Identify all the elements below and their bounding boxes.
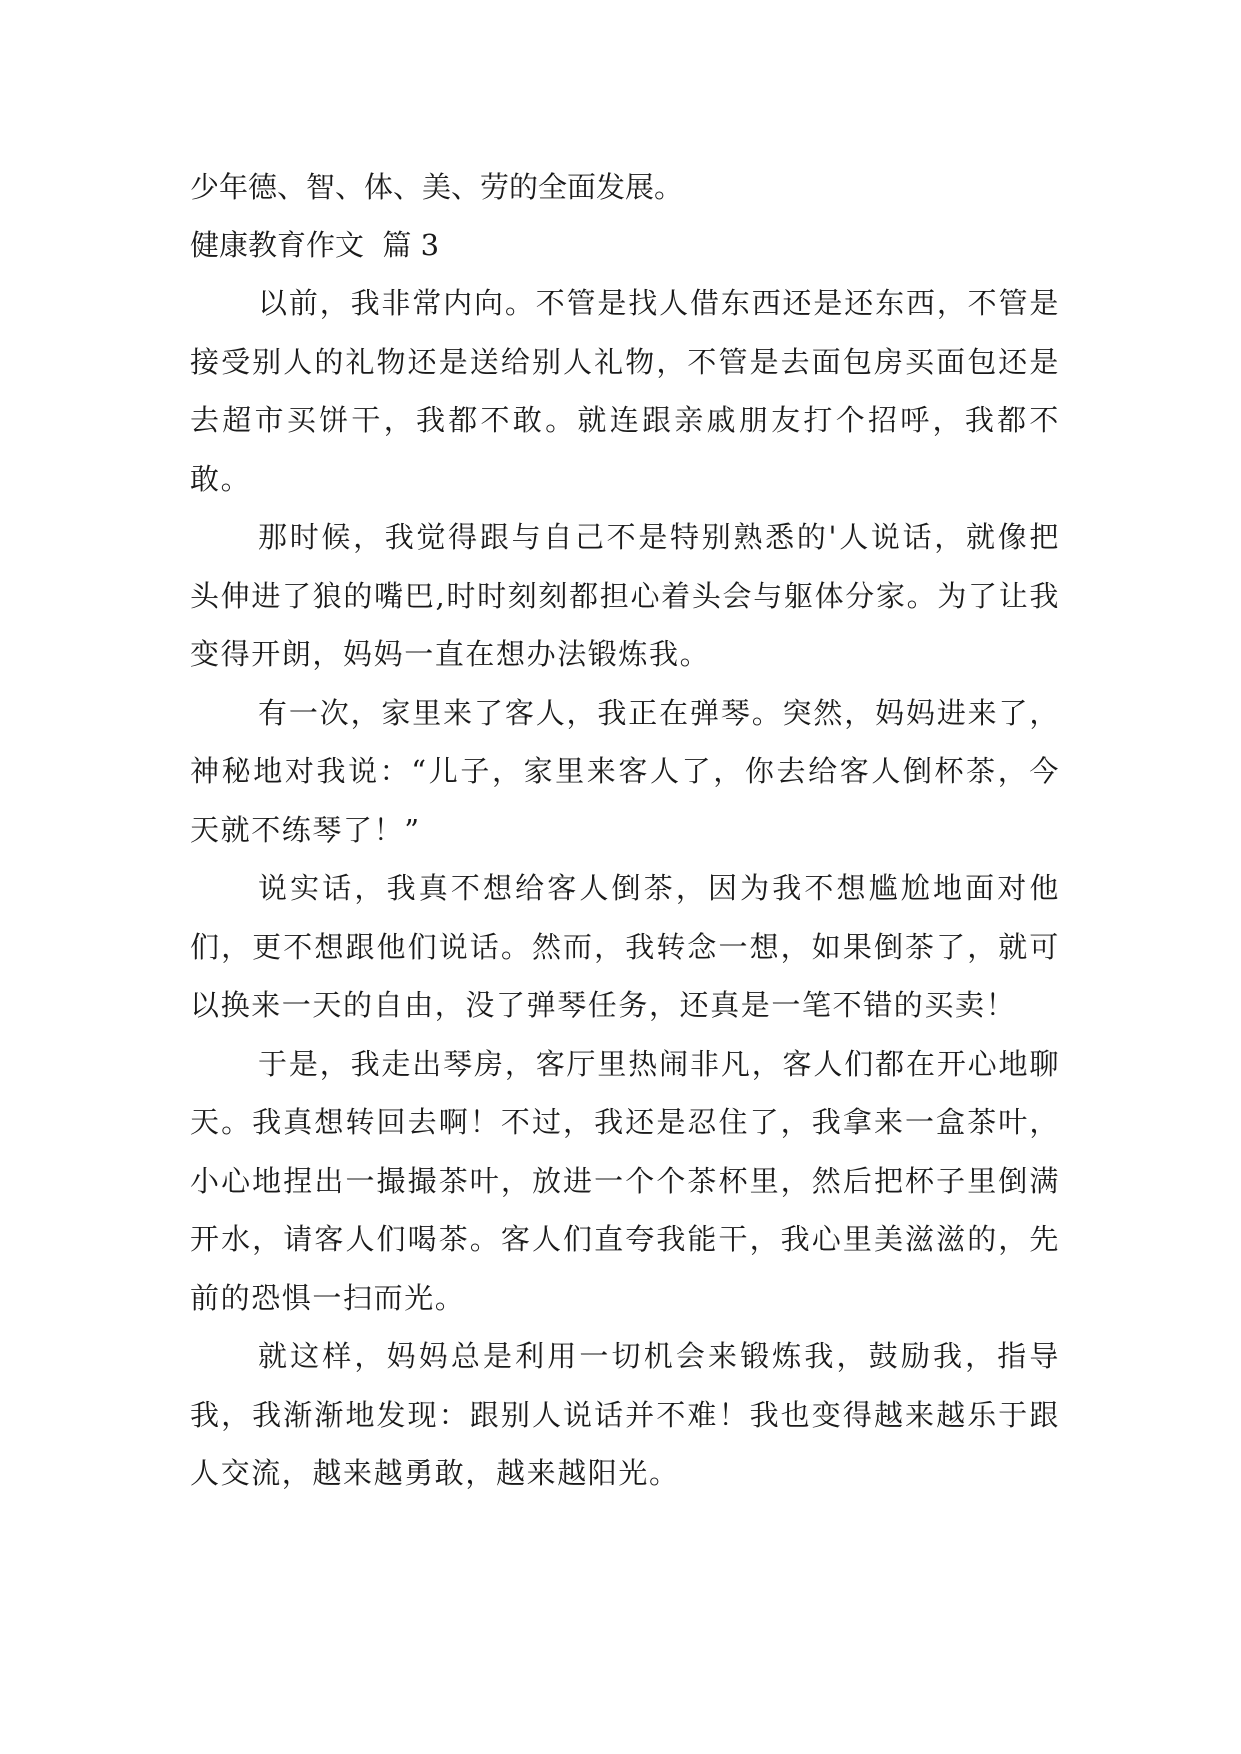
paragraph-5: 于是，我走出琴房，客厅里热闹非凡，客人们都在开心地聊天。我真想转回去啊！不过，我还是忍住了，我拿来一盒茶叶，小心地捏出一撮撮茶叶，放进一个个茶杯里，然后把杯子里倒满开水，请客人们喝茶。客人们直夸我能干，我心里美滋滋的，先前的恐惧一扫而光。 bbox=[190, 1046, 1060, 1315]
paragraph-1: 以前，我非常内向。不管是找人借东西还是还东西，不管是接受别人的礼物还是送给别人礼物，不管是去面包房买面包还是去超市买饼干，我都不敢。就连跟亲戚朋友打个招呼，我都不敢。 bbox=[190, 286, 1060, 496]
paragraph-2: 那时候，我觉得跟与自己不是特别熟悉的'人说话，就像把头伸进了狼的嘴巴,时时刻刻都担心着头会与躯体分家。为了让我变得开朗，妈妈一直在想办法锻炼我。 bbox=[190, 520, 1060, 671]
paragraph-4: 说实话，我真不想给客人倒茶，因为我不想尴尬地面对他们，更不想跟他们说话。然而，我转念一想，如果倒茶了，就可以换来一天的自由，没了弹琴任务，还真是一笔不错的买卖！ bbox=[190, 871, 1060, 1022]
document-body bbox=[190, 158, 1060, 1503]
section-title: 健康教育作文 篇 3 bbox=[190, 228, 440, 262]
paragraph-6: 就这样，妈妈总是利用一切机会来锻炼我，鼓励我，指导我，我渐渐地发现：跟别人说话并不难！我也变得越来越乐于跟人交流，越来越勇敢，越来越阳光。 bbox=[190, 1339, 1060, 1490]
paragraph-3: 有一次，家里来了客人，我正在弹琴。突然，妈妈进来了，神秘地对我说：“儿子，家里来客人了，你去给客人倒杯茶，今天就不练琴了！” bbox=[190, 695, 1060, 847]
continuation-line: 少年德、智、体、美、劳的全面发展。 bbox=[190, 170, 684, 204]
